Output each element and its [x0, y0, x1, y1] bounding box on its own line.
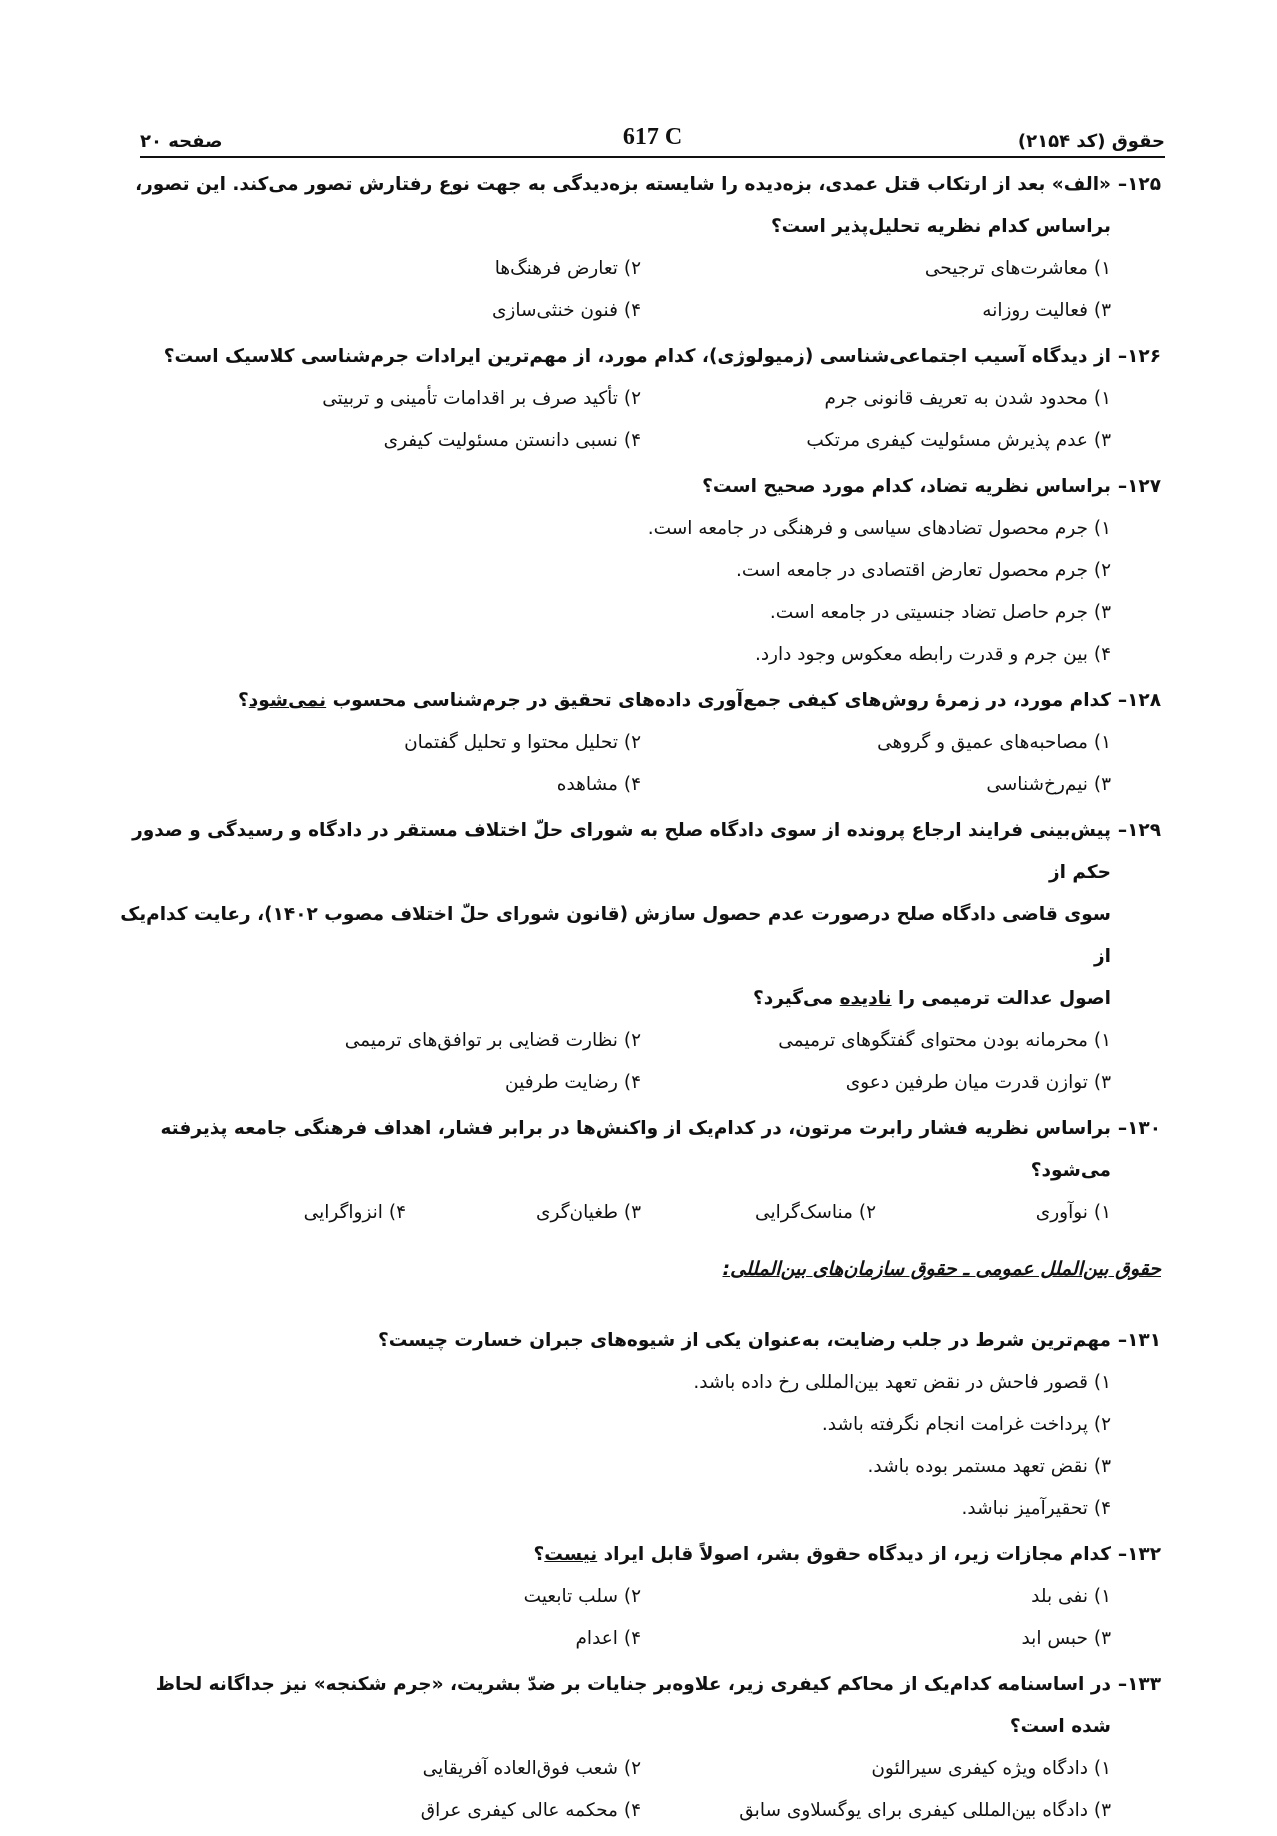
question-130 [120, 1108, 1161, 1234]
questions-area [120, 164, 1161, 1836]
options [120, 248, 1161, 332]
question-number: ۱۲۸– [1117, 690, 1161, 711]
option-3: ۳) عدم پذیرش مسئولیت کیفری مرتکب [806, 430, 1111, 451]
option-1: ۱) محدود شدن به تعریف قانونی جرم [824, 388, 1111, 409]
options [120, 1020, 1161, 1104]
option-3: ۳) حبس ابد [1021, 1628, 1111, 1649]
option-2: ۲) مناسک‌گرایی [755, 1202, 876, 1223]
options [120, 1362, 1161, 1530]
option-4: ۴) محکمه عالی کیفری عراق [420, 1800, 641, 1821]
option-3: ۳) طغیان‌گری [536, 1202, 641, 1223]
option-2: ۲) پرداخت غرامت انجام نگرفته باشد. [821, 1414, 1111, 1435]
question-125 [120, 164, 1161, 332]
question-number: ۱۳۳– [1117, 1674, 1161, 1695]
options [120, 378, 1161, 462]
option-1: ۱) محرمانه بودن محتوای گفتگوهای ترمیمی [778, 1030, 1111, 1051]
question-131 [120, 1320, 1161, 1530]
option-2: ۲) سلب تابعیت [523, 1586, 641, 1607]
option-2: ۲) شعب فوق‌العاده آفریقایی [422, 1758, 641, 1779]
question-128 [120, 680, 1161, 806]
booklet-code: 617 C [622, 124, 683, 150]
question-number: ۱۳۱– [1117, 1330, 1161, 1351]
subject-code: حقوق (کد ۲۱۵۴) [1017, 131, 1165, 152]
question-text: مهم‌ترین شرط در جلب رضایت، به‌عنوان یکی از شیوه‌های جبران خسارت چیست؟ [377, 1330, 1111, 1351]
option-2: ۲) تحلیل محتوا و تحلیل گفتمان [404, 732, 641, 753]
question-126 [120, 336, 1161, 462]
options [120, 1576, 1161, 1660]
option-3: ۳) فعالیت روزانه [982, 300, 1111, 321]
page-number: صفحه ۲۰ [140, 131, 223, 152]
option-4: ۴) انزواگرایی [303, 1202, 406, 1223]
option-3: ۳) جرم حاصل تضاد جنسیتی در جامعه است. [769, 602, 1111, 623]
option-1: ۱) جرم محصول تضادهای سیاسی و فرهنگی در جامعه است. [647, 518, 1111, 539]
question-127 [120, 466, 1161, 676]
negation-underlined: نیست [544, 1544, 598, 1565]
option-1: ۱) قصور فاحش در نقض تعهد بین‌المللی رخ داده باشد. [693, 1372, 1111, 1393]
question-text: پیش‌بینی فرایند ارجاع پرونده از سوی دادگاه صلح به شورای حلّ اختلاف مستقر در دادگاه و رسیدگی و صدور حکم از سوی قاضی دادگاه صلح درصورت عدم حصول سازش (قانون شورای حلّ اختلاف مصوب ۱۴۰۲)، رعایت کدام‌یک از اصول عدالت ترمیمی را نادیده می‌گیرد؟ [120, 820, 1111, 1009]
option-4: ۴) اعدام [575, 1628, 641, 1649]
option-2: ۲) نظارت قضایی بر توافق‌های ترمیمی [344, 1030, 641, 1051]
negation-underlined: نمی‌شود [248, 690, 327, 711]
question-text: «الف» بعد از ارتکاب قتل عمدی، بزه‌دیده را شایسته بزه‌دیدگی به جهت نوع رفتارش تصور می‌کند. این تصور، براساس کدام نظریه تحلیل‌پذیر است؟ [135, 174, 1111, 237]
options [120, 508, 1161, 676]
section-title: حقوق بین‌الملل عمومی ـ حقوق سازمان‌های بین‌المللی: [722, 1258, 1161, 1280]
question-text: در اساسنامه کدام‌یک از محاکم کیفری زیر، علاوه‌بر جنایات بر ضدّ بشریت، «جرم شکنجه» نیز جداگانه لحاظ شده است؟ [155, 1674, 1111, 1737]
question-number: ۱۲۷– [1117, 476, 1161, 497]
question-129 [120, 810, 1161, 1104]
question-number: ۱۳۰– [1117, 1118, 1161, 1139]
question-number: ۱۲۹– [1117, 820, 1161, 841]
options [120, 1192, 1161, 1234]
option-4: ۴) تحقیرآمیز نباشد. [961, 1498, 1111, 1519]
option-4: ۴) فنون خنثی‌سازی [491, 300, 641, 321]
option-1: ۱) دادگاه ویژه کیفری سیرالئون [871, 1758, 1111, 1779]
option-1: ۱) نفی بلد [1031, 1586, 1111, 1607]
question-number: ۱۲۶– [1117, 346, 1161, 367]
options [120, 722, 1161, 806]
option-4: ۴) مشاهده [556, 774, 641, 795]
question-text: از دیدگاه آسیب اجتماعی‌شناسی (زمیولوژی)، کدام مورد، از مهم‌ترین ایرادات جرم‌شناسی کلاسیک است؟ [163, 346, 1111, 367]
negation-underlined: نادیده [839, 988, 892, 1009]
option-3: ۳) توازن قدرت میان طرفین دعوی [845, 1072, 1111, 1093]
option-4: ۴) بین جرم و قدرت رابطه معکوس وجود دارد. [754, 644, 1111, 665]
page-header [140, 112, 1165, 158]
option-1: ۱) معاشرت‌های ترجیحی [924, 258, 1111, 279]
option-3: ۳) نقض تعهد مستمر بوده باشد. [867, 1456, 1111, 1477]
option-3: ۳) نیم‌رخ‌شناسی [986, 774, 1111, 795]
question-number: ۱۲۵– [1117, 174, 1161, 195]
option-2: ۲) جرم محصول تعارض اقتصادی در جامعه است. [736, 560, 1111, 581]
question-number: ۱۳۲– [1117, 1544, 1161, 1565]
question-text: کدام مجازات زیر، از دیدگاه حقوق بشر، اصولاً قابل ایراد نیست؟ [533, 1544, 1111, 1565]
option-2: ۲) تأکید صرف بر اقدامات تأمینی و تربیتی [322, 388, 641, 409]
question-text: براساس نظریه فشار رابرت مرتون، در کدام‌یک از واکنش‌ها در برابر فشار، اهداف فرهنگی جامعه پذیرفته می‌شود؟ [160, 1118, 1111, 1181]
question-text: براساس نظریه تضاد، کدام مورد صحیح است؟ [702, 476, 1111, 497]
option-1: ۱) مصاحبه‌های عمیق و گروهی [877, 732, 1111, 753]
question-text: کدام مورد، در زمرهٔ روش‌های کیفی جمع‌آوری داده‌های تحقیق در جرم‌شناسی محسوب نمی‌شود؟ [238, 690, 1111, 711]
question-132 [120, 1534, 1161, 1660]
option-4: ۴) نسبی دانستن مسئولیت کیفری [383, 430, 641, 451]
options [120, 1748, 1161, 1832]
option-2: ۲) تعارض فرهنگ‌ها [494, 258, 641, 279]
option-1: ۱) نوآوری [1035, 1202, 1111, 1223]
option-4: ۴) رضایت طرفین [505, 1072, 641, 1093]
option-3: ۳) دادگاه بین‌المللی کیفری برای یوگسلاوی سابق [739, 1800, 1111, 1821]
